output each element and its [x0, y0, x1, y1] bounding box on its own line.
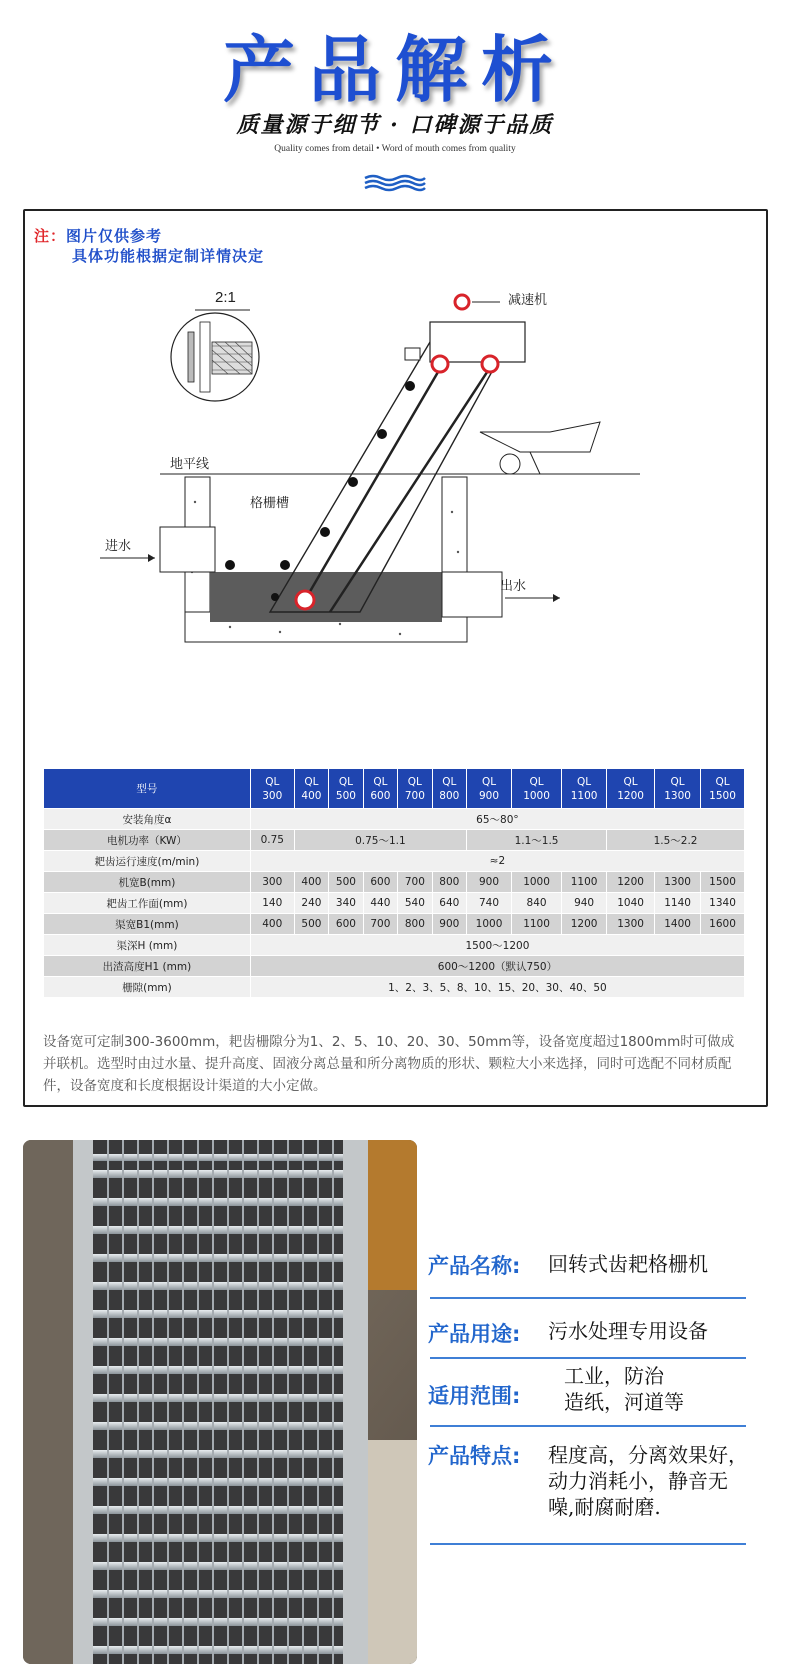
- product-photo: [23, 1140, 417, 1664]
- spec-table-header: [44, 769, 745, 809]
- spec-row-label: 机宽B(mm): [44, 872, 251, 893]
- table-row: [44, 851, 745, 872]
- spec-header-cell: QL 400: [294, 769, 328, 809]
- outlet-label: 出水: [500, 579, 527, 594]
- divider: [430, 1425, 746, 1427]
- spec-row-label: 耙齿运行速度(m/min): [44, 851, 251, 872]
- spec-header-cell: QL 600: [363, 769, 397, 809]
- spec-cell: 1040: [607, 893, 655, 914]
- product-scope-line-1: 工业，防治: [564, 1364, 664, 1388]
- spec-header-cell: QL 800: [432, 769, 466, 809]
- spec-header-cell: QL 1300: [655, 769, 701, 809]
- note-line-1: 图片仅供参考: [66, 227, 163, 245]
- spec-cell: 840: [511, 893, 561, 914]
- spec-cell: 740: [467, 893, 512, 914]
- spec-table-body: [44, 809, 745, 998]
- spec-row-label: 渠宽B1(mm): [44, 914, 251, 935]
- spec-header-cell: QL 1200: [607, 769, 655, 809]
- spec-cell: 1000: [467, 914, 512, 935]
- note-line-2: 具体功能根据定制详情决定: [72, 247, 265, 265]
- spec-cell: 700: [363, 914, 397, 935]
- table-row: [44, 872, 745, 893]
- spec-cell: 1200: [607, 872, 655, 893]
- description: 设备宽可定制300-3600mm，耙齿栅隙分为1、2、5、10、20、30、50mm等，设备宽度超过1800mm时可做成并联机。选型时由过水量、提升高度、固液分离总量和所分离物质的形状、颗粒大小来选择，同时可选配不同材质配件，设备宽度和长度根据设计渠道的大小定做。: [43, 1034, 735, 1094]
- table-row: [44, 809, 745, 830]
- ground-label: 地平线: [170, 457, 210, 472]
- spec-table: [43, 768, 745, 998]
- spec-cell: 1340: [701, 893, 745, 914]
- spec-cell: 1000: [511, 872, 561, 893]
- product-use-value: 污水处理专用设备: [548, 1319, 708, 1343]
- divider: [430, 1543, 746, 1545]
- spec-header-cell: QL 900: [467, 769, 512, 809]
- spec-cell: 0.75: [250, 830, 294, 851]
- inlet-label: 进水: [105, 539, 132, 554]
- spec-cell: 1100: [511, 914, 561, 935]
- spec-cell: 500: [329, 872, 363, 893]
- product-feature-line-3: 噪,耐腐耐磨.: [548, 1495, 661, 1519]
- spec-cell: 800: [398, 914, 432, 935]
- spec-cell: 640: [432, 893, 466, 914]
- spec-header-row: [44, 769, 745, 809]
- spec-cell: 940: [562, 893, 607, 914]
- spec-cell: 540: [398, 893, 432, 914]
- detail-scale-label: 2:1: [215, 289, 236, 306]
- spec-cell: 1140: [655, 893, 701, 914]
- spec-header-cell: QL 1000: [511, 769, 561, 809]
- divider: [430, 1357, 746, 1359]
- product-name-label: 产品名称:: [428, 1254, 521, 1278]
- spec-cell: 140: [250, 893, 294, 914]
- spec-cell: 400: [294, 872, 328, 893]
- spec-cell: 1600: [701, 914, 745, 935]
- spec-row-label: 出渣高度H1 (mm): [44, 956, 251, 977]
- structure-diagram: [100, 282, 660, 702]
- spec-cell: 700: [398, 872, 432, 893]
- wave-decoration-icon: [363, 174, 427, 192]
- spec-cell: 1.5～2.2: [607, 830, 745, 851]
- slogan: 质量源于细节 · 口碑源于品质: [236, 112, 554, 138]
- spec-cell: 900: [432, 914, 466, 935]
- spec-cell: 1300: [655, 872, 701, 893]
- spec-cell: 1、2、3、5、8、10、15、20、30、40、50: [250, 977, 744, 998]
- spec-cell: 400: [250, 914, 294, 935]
- table-row: [44, 935, 745, 956]
- note: [34, 226, 264, 266]
- product-feature-line-1: 程度高，分离效果好，: [548, 1443, 748, 1467]
- spec-row-label: 渠深H (mm): [44, 935, 251, 956]
- note-prefix: 注：: [34, 227, 67, 245]
- spec-cell: 1200: [562, 914, 607, 935]
- spec-header-cell: QL 1500: [701, 769, 745, 809]
- spec-header-cell: QL 700: [398, 769, 432, 809]
- spec-cell: 300: [250, 872, 294, 893]
- channel-label: 格栅槽: [250, 496, 290, 511]
- product-scope-label: 适用范围:: [428, 1384, 521, 1408]
- table-row: [44, 977, 745, 998]
- spec-cell: 500: [294, 914, 328, 935]
- spec-cell: ≈2: [250, 851, 744, 872]
- divider: [430, 1297, 746, 1299]
- page-title: 产品解析: [222, 27, 567, 112]
- spec-cell: 65～80°: [250, 809, 744, 830]
- product-feature-line-2: 动力消耗小，静音无: [548, 1469, 728, 1493]
- spec-cell: 1500～1200: [250, 935, 744, 956]
- product-use-label: 产品用途:: [428, 1322, 521, 1346]
- product-photo-image: [23, 1140, 417, 1664]
- spec-row-label: 栅隙(mm): [44, 977, 251, 998]
- spec-cell: 340: [329, 893, 363, 914]
- spec-cell: 440: [363, 893, 397, 914]
- spec-row-label: 电机功率（KW）: [44, 830, 251, 851]
- spec-header-cell: QL 1100: [562, 769, 607, 809]
- table-row: [44, 914, 745, 935]
- spec-header-cell: QL 300: [250, 769, 294, 809]
- spec-cell: 1400: [655, 914, 701, 935]
- spec-cell: 800: [432, 872, 466, 893]
- spec-cell: 900: [467, 872, 512, 893]
- spec-cell: 1.1～1.5: [467, 830, 607, 851]
- reducer-label: 减速机: [508, 293, 548, 308]
- product-feature-label: 产品特点:: [428, 1444, 521, 1468]
- spec-cell: 1100: [562, 872, 607, 893]
- table-row: [44, 956, 745, 977]
- product-name-value: 回转式齿耙格栅机: [548, 1252, 708, 1276]
- spec-cell: 600: [363, 872, 397, 893]
- spec-row-label: 耙齿工作面(mm): [44, 893, 251, 914]
- table-row: [44, 893, 745, 914]
- spec-cell: 0.75～1.1: [294, 830, 466, 851]
- spec-header-cell: QL 500: [329, 769, 363, 809]
- spec-cell: 600～1200（默认750）: [250, 956, 744, 977]
- detail-magnifier: [171, 289, 259, 401]
- spec-cell: 1500: [701, 872, 745, 893]
- product-scope-line-2: 造纸，河道等: [564, 1390, 684, 1414]
- spec-cell: 600: [329, 914, 363, 935]
- spec-row-label: 安装角度α: [44, 809, 251, 830]
- spec-cell: 1300: [607, 914, 655, 935]
- spec-cell: 240: [294, 893, 328, 914]
- spec-header-model: 型号: [44, 769, 251, 809]
- table-row: [44, 830, 745, 851]
- slogan-english: Quality comes from detail • Word of mouth comes from quality: [274, 144, 516, 154]
